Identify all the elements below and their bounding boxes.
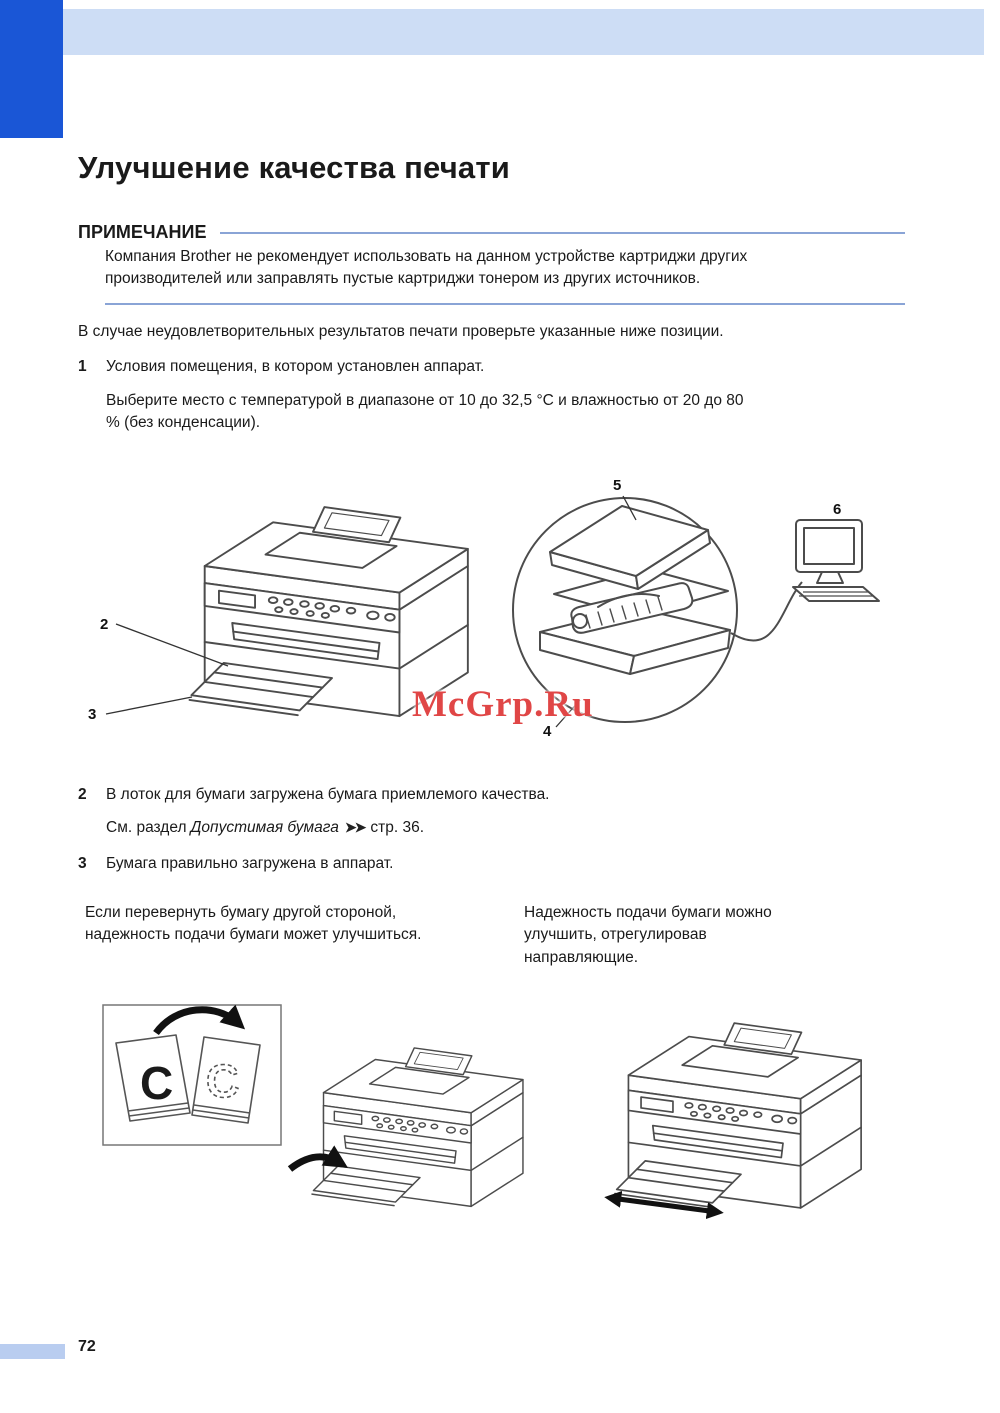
paper-side-letter-hidden: C bbox=[206, 1055, 240, 1107]
page-title: Улучшение качества печати bbox=[78, 150, 510, 185]
step-2 bbox=[78, 786, 918, 804]
flip-paper-figure bbox=[100, 995, 530, 1250]
step-3-text: Бумага правильно загружена в аппарат. bbox=[106, 855, 394, 872]
step-1 bbox=[78, 358, 918, 376]
usb-cable bbox=[731, 582, 802, 641]
step-1-number: 1 bbox=[78, 358, 87, 375]
step-1-text: Условия помещения, в котором установлен аппарат. bbox=[106, 358, 485, 375]
watermark: McGrp.Ru bbox=[412, 684, 594, 725]
corner-accent-block bbox=[0, 0, 63, 138]
callout-3-leader bbox=[106, 697, 192, 714]
note-heading: ПРИМЕЧАНИЕ bbox=[78, 222, 207, 242]
note-rule-top bbox=[220, 232, 905, 234]
callout-5: 5 bbox=[613, 477, 622, 494]
printer-illustration-small bbox=[615, 1023, 861, 1208]
page-number: 72 bbox=[78, 1338, 96, 1355]
paper-side-letter: C bbox=[140, 1057, 174, 1109]
cross-reference bbox=[106, 819, 906, 837]
note-section-header bbox=[78, 222, 905, 243]
callout-4: 4 bbox=[543, 723, 552, 740]
step-2-number: 2 bbox=[78, 786, 87, 803]
double-arrow-icon: ➤➤ bbox=[344, 819, 365, 835]
callout-6: 6 bbox=[833, 501, 842, 518]
adjust-guides-figure bbox=[565, 1000, 895, 1255]
note-rule-bottom bbox=[105, 303, 905, 305]
intro-text: В случае неудовлетворительных результатов печати проверьте указанные ниже позиции. bbox=[78, 323, 724, 340]
header-bar bbox=[63, 9, 984, 55]
footer-bar bbox=[0, 1344, 65, 1359]
callout-2: 2 bbox=[100, 616, 109, 633]
step-3-number: 3 bbox=[78, 855, 87, 872]
printer-illustration-small bbox=[312, 1048, 523, 1206]
computer-illustration bbox=[793, 520, 879, 601]
step-3 bbox=[78, 855, 918, 873]
tip-adjust-guides: Надежность подачи бумаги можно улучшить, отрегулировав направляющие. bbox=[524, 904, 772, 966]
step-1-detail: Выберите место с температурой в диапазоне от 10 до 32,5 °C и влажностью от 20 до 80 % (без конденсации). bbox=[106, 392, 744, 432]
monitor-screen bbox=[804, 528, 854, 564]
callout-3: 3 bbox=[88, 706, 97, 723]
tip-flip-paper: Если перевернуть бумагу другой стороной, надежность подачи бумаги может улучшиться. bbox=[85, 904, 422, 944]
note-body: Компания Brother не рекомендует использовать на данном устройстве картриджи других производителей или заправлять пустые картриджи тонером из других источников. bbox=[105, 248, 748, 287]
see-reference-title: Допустимая бумага bbox=[190, 819, 339, 836]
monitor-stand bbox=[817, 572, 843, 583]
see-prefix: См. раздел bbox=[106, 819, 187, 836]
keyboard bbox=[793, 587, 879, 601]
step-2-text: В лоток для бумаги загружена бумага приемлемого качества. bbox=[106, 786, 550, 803]
see-suffix: стр. 36. bbox=[370, 819, 425, 836]
